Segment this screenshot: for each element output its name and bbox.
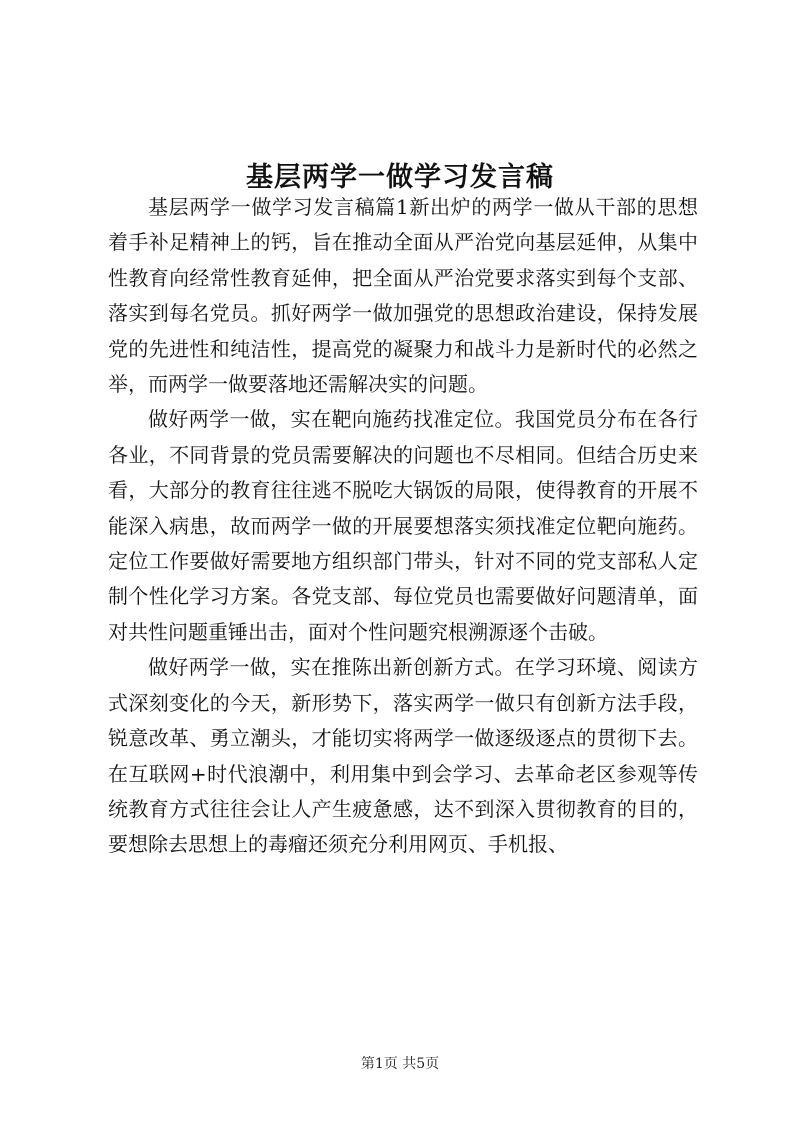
paragraph: 做好两学一做，实在推陈出新创新方式。在学习环境、阅读方式深刻变化的今天，新形势下，落实两学一做只有创新方法手段，锐意改革、勇立潮头，才能切实将两学一做逐级逐点的贯彻下去。在互联网+时代浪潮中，利用集中到会学习、去革命老区参观等传统教育方式往往会让人产生疲惫感，达不到深入贯彻教育的目的，要想除去思想上的毒瘤还须充分利用网页、手机报、 xyxy=(108,655,698,857)
document-body xyxy=(108,190,698,863)
page-footer: 第1页 共5页 xyxy=(360,1056,440,1072)
paragraph: 基层两学一做学习发言稿篇1新出炉的两学一做从干部的思想着手补足精神上的钙，旨在推动全面从严治党向基层延伸，从集中性教育向经常性教育延伸，把全面从严治党要求落实到每个支部、落实到每名党员。抓好两学一做加强党的思想政治建设，保持发展党的先进性和纯洁性，提高党的凝聚力和战斗力是新时代的必然之举，而两学一做要落地还需解决实的问题。 xyxy=(108,195,698,397)
page-title: 基层两学一做学习发言稿 xyxy=(246,162,554,194)
paragraph: 做好两学一做，实在靶向施药找准定位。我国党员分布在各行各业，不同背景的党员需要解决的问题也不尽相同。但结合历史来看，大部分的教育往往逃不脱吃大锅饭的局限，使得教育的开展不能深入病患，故而两学一做的开展要想落实须找准定位靶向施药。定位工作要做好需要地方组织部门带头，针对不同的党支部私人定制个性化学习方案。各党支部、每位党员也需要做好问题清单，面对共性问题重锤出击，面对个性问题究根溯源逐个击破。 xyxy=(108,407,698,644)
